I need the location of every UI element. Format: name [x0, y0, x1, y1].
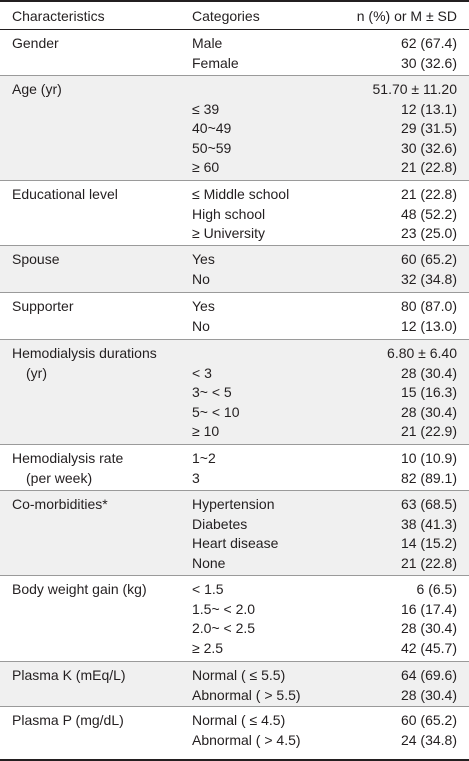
value-cell: 28 (30.4): [400, 686, 457, 703]
category-cell: 5~ < 10: [192, 403, 240, 420]
category-cell: High school: [192, 205, 266, 222]
characteristic-label: Supporter: [12, 298, 74, 314]
value-cell: 28 (30.4): [400, 403, 457, 420]
value-cell: 32 (34.8): [400, 270, 457, 287]
category-cell: ≤ Middle school: [192, 186, 290, 202]
characteristic-label: (per week): [26, 469, 93, 486]
group-row: [0, 445, 469, 491]
category-cell: Hypertension: [192, 496, 275, 512]
characteristic-label: Hemodialysis durations: [12, 345, 157, 361]
group-row: [0, 707, 469, 761]
value-cell: 30 (32.6): [400, 54, 457, 71]
category-cell: 2.0~ < 2.5: [192, 620, 256, 637]
category-cell: 1.5~ < 2.0: [192, 600, 256, 617]
category-cell: < 3: [192, 364, 212, 381]
category-cell: No: [192, 270, 210, 287]
characteristic-label: Plasma P (mg/dL): [12, 712, 124, 728]
value-cell: 28 (30.4): [400, 620, 457, 637]
category-cell: ≤ 39: [192, 100, 220, 117]
category-cell: ≥ 2.5: [192, 639, 224, 656]
category-cell: Diabetes: [192, 515, 248, 532]
value-cell: 23 (25.0): [400, 225, 457, 242]
category-cell: Normal ( ≤ 4.5): [192, 712, 286, 728]
characteristic-label: Hemodialysis rate: [12, 450, 124, 466]
characteristic-label: Plasma K (mEq/L): [12, 667, 126, 683]
value-cell: 63 (68.5): [400, 496, 457, 512]
value-cell: 60 (65.2): [400, 712, 457, 728]
group-row: [0, 181, 469, 246]
category-cell: No: [192, 317, 210, 334]
value-cell: 6.80 ± 6.40: [387, 345, 457, 361]
value-cell: 30 (32.6): [400, 139, 457, 156]
value-cell: 12 (13.0): [400, 317, 457, 334]
value-cell: 28 (30.4): [400, 364, 457, 381]
header-categories: Categories: [192, 8, 260, 24]
category-cell: Male: [192, 35, 223, 51]
characteristic-label: Co-morbidities*: [12, 496, 108, 512]
value-cell: 42 (45.7): [400, 639, 457, 656]
value-cell: 21 (22.8): [400, 186, 457, 202]
characteristic-label: Body weight gain (kg): [12, 581, 147, 597]
value-cell: 60 (65.2): [400, 251, 457, 267]
characteristic-label: Gender: [12, 35, 59, 51]
category-cell: None: [192, 554, 226, 571]
value-cell: 48 (52.2): [400, 205, 457, 222]
category-cell: 1~2: [192, 450, 216, 466]
group-row: [0, 30, 469, 76]
category-cell: Abnormal ( > 4.5): [192, 731, 301, 748]
value-cell: 64 (69.6): [400, 667, 457, 683]
group-row: [0, 76, 469, 181]
value-cell: 15 (16.3): [400, 384, 457, 401]
value-cell: 14 (15.2): [400, 535, 457, 552]
value-cell: 38 (41.3): [400, 515, 457, 532]
characteristic-label: (yr): [26, 364, 47, 381]
category-cell: Female: [192, 54, 239, 71]
category-cell: Heart disease: [192, 535, 279, 552]
value-cell: 51.70 ± 11.20: [372, 81, 457, 97]
category-cell: Yes: [192, 298, 215, 314]
characteristic-label: Age (yr): [12, 81, 62, 97]
value-cell: 10 (10.9): [400, 450, 457, 466]
value-cell: 29 (31.5): [400, 120, 457, 137]
category-cell: Normal ( ≤ 5.5): [192, 667, 286, 683]
characteristic-label: Educational level: [12, 186, 118, 202]
value-cell: 82 (89.1): [400, 469, 457, 486]
category-cell: Abnormal ( > 5.5): [192, 686, 301, 703]
group-row: [0, 246, 469, 293]
category-cell: 40~49: [192, 120, 232, 137]
category-cell: 3: [192, 469, 200, 486]
value-cell: 80 (87.0): [400, 298, 457, 314]
group-row: [0, 340, 469, 445]
value-cell: 21 (22.8): [400, 554, 457, 571]
value-cell: 24 (34.8): [400, 731, 457, 748]
category-cell: ≥ University: [192, 225, 266, 242]
value-cell: 21 (22.9): [400, 423, 457, 440]
characteristic-label: Spouse: [12, 251, 60, 267]
value-cell: 16 (17.4): [400, 600, 457, 617]
value-cell: 21 (22.8): [400, 159, 457, 176]
value-cell: 62 (67.4): [400, 35, 457, 51]
category-cell: ≥ 10: [192, 423, 220, 440]
category-cell: 50~59: [192, 139, 232, 156]
header-statistic: n (%) or M ± SD: [356, 8, 457, 24]
category-cell: 3~ < 5: [192, 384, 232, 401]
value-cell: 12 (13.1): [400, 100, 457, 117]
group-row: [0, 662, 469, 707]
group-row: [0, 491, 469, 576]
header-characteristics: Characteristics: [12, 8, 105, 24]
category-cell: < 1.5: [192, 581, 224, 597]
group-row: [0, 576, 469, 662]
category-cell: Yes: [192, 251, 215, 267]
group-row: [0, 293, 469, 340]
table-header: [0, 0, 469, 30]
category-cell: ≥ 60: [192, 159, 220, 176]
value-cell: 6 (6.5): [416, 581, 457, 597]
